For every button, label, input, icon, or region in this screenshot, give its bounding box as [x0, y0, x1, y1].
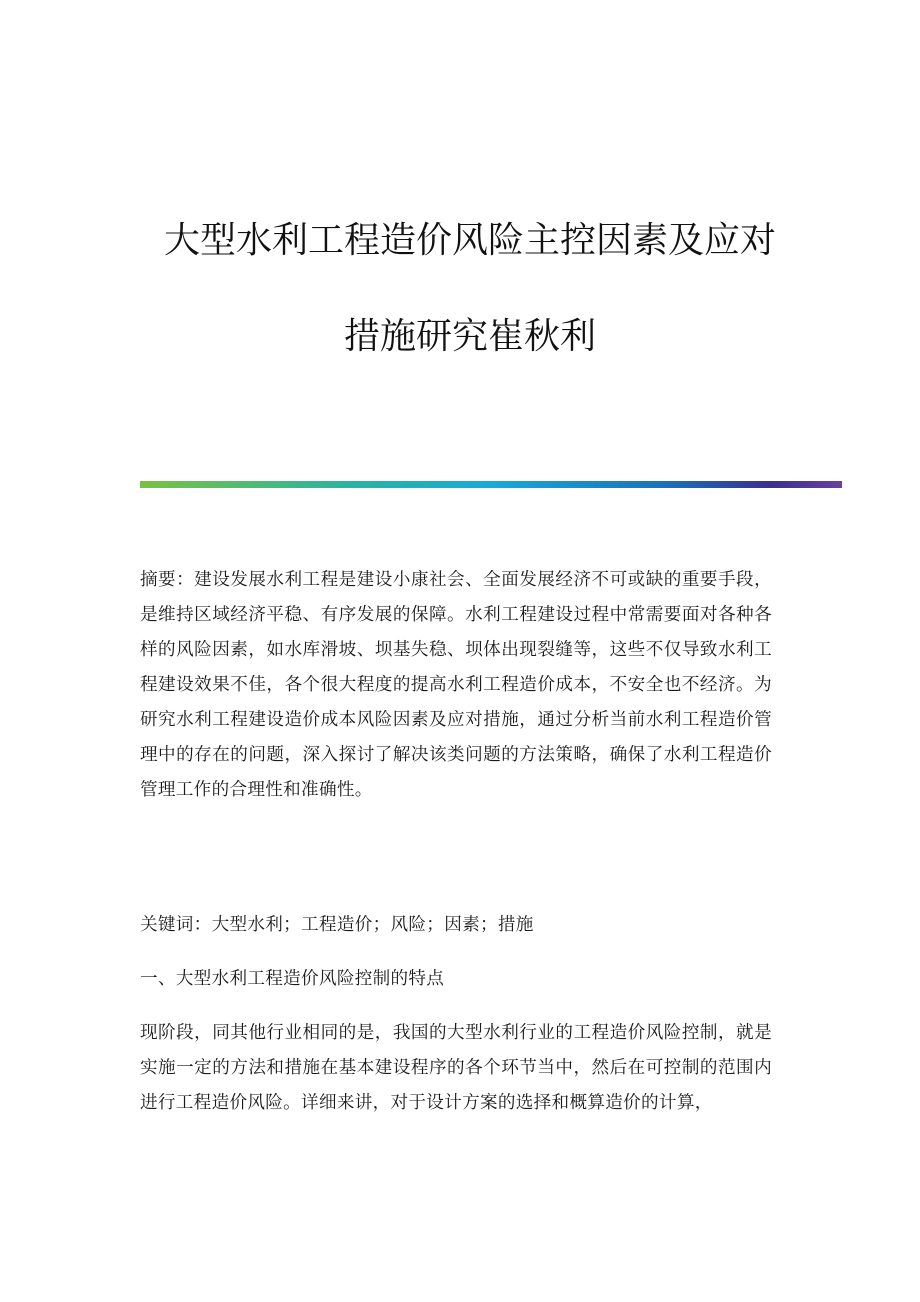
section-heading: 一、大型水利工程造价风险控制的特点	[140, 969, 445, 989]
abstract-paragraph: 摘要：建设发展水利工程是建设小康社会、全面发展经济不可或缺的重要手段，是维持区域经济平稳、有序发展的保障。水利工程建设过程中常需要面对各种各样的风险因素，如水库滑坡、坝基失稳、坝体出现裂缝等，这些不仅导致水利工程建设效果不佳，各个很大程度的提高水利工程造价成本，不安全也不经济。为研究水利工程建设造价成本风险因素及应对措施，通过分析当前水利工程造价管理中的存在的问题，深入探讨了解决该类问题的方法策略，确保了水利工程造价管理工作的合理性和准确性。	[140, 570, 772, 800]
body-paragraph: 现阶段，同其他行业相同的是，我国的大型水利行业的工程造价风险控制，就是实施一定的方法和措施在基本建设程序的各个环节当中，然后在可控制的范围内进行工程造价风险。详细来讲，对于设计方案的选择和概算造价的计算，	[140, 1023, 772, 1113]
document-title-line-2: 措施研究崔秋利	[343, 316, 596, 357]
gradient-divider	[140, 481, 842, 488]
keywords-line: 关键词：大型水利；工程造价；风险；因素；措施	[140, 915, 534, 935]
document-title-line-1: 大型水利工程造价风险主控因素及应对	[163, 220, 776, 261]
